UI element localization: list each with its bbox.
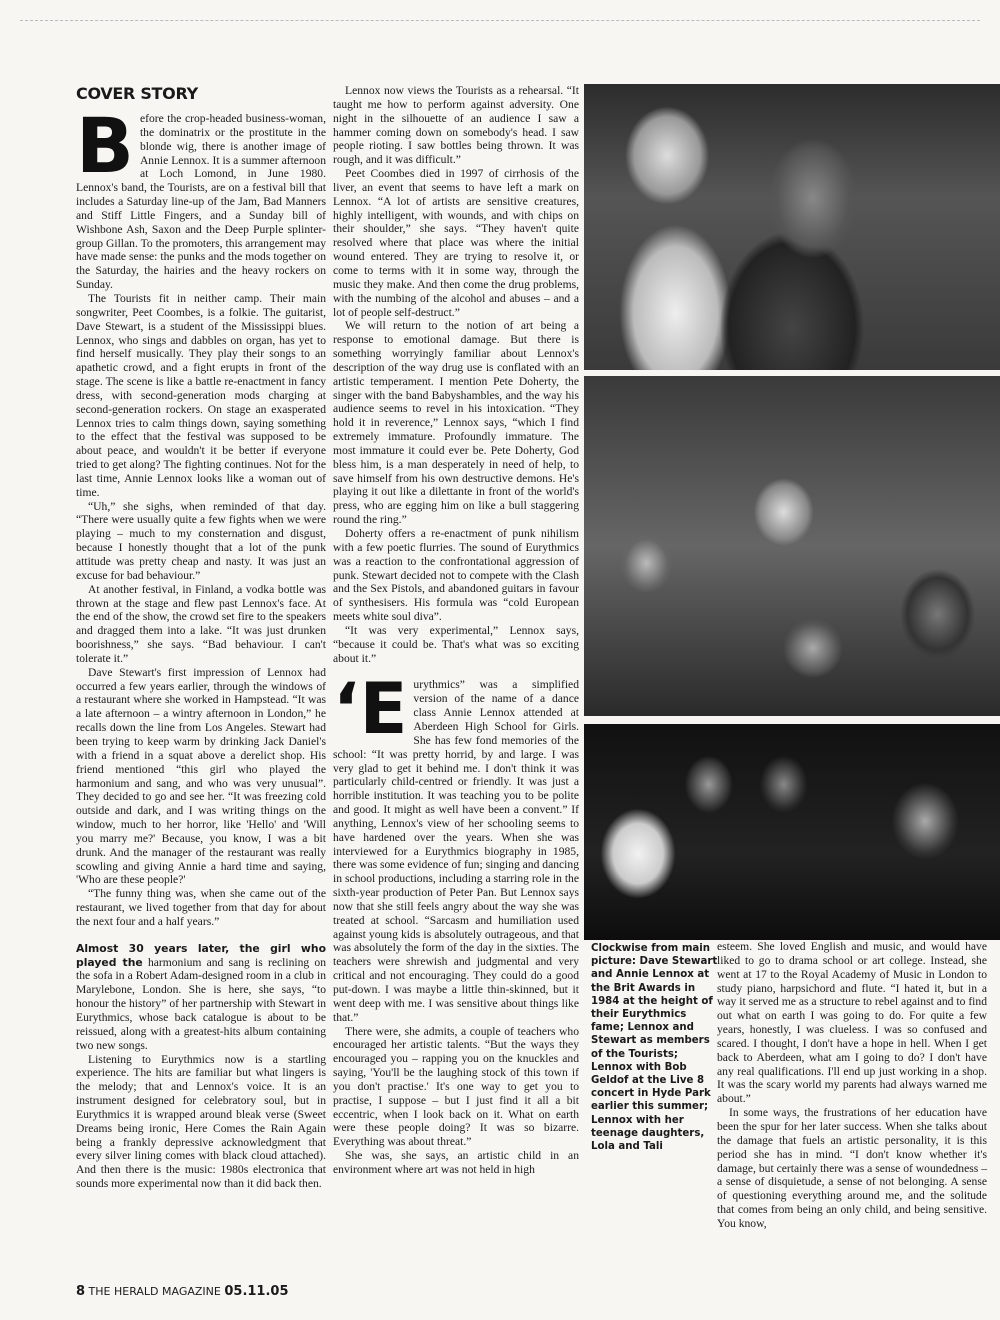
paragraph: We will return to the notion of art being a response to emotional damage. But there is something worryingly familiar about Lennox's description of the way drug use is conflated with an artistic temperament. I mention Pete Doherty, the singer with the band Babyshambles, and the way his audience seems to revel in his intoxication. “They hold it in reverence,” Lennox says, “which I find extremely immature. Profoundly immature. The most immature it could ever be. Pete Doherty, God bless him, is a man desperately in need of help, to save himself from his own destructive demons. He's playing it out like a dilettante in front of the world's press, who are egging him on like a bull staggering round the ring.” <box>333 319 579 527</box>
paragraph: Before the crop-headed business-woman, the dominatrix or the prostitute in the blonde wig, there is another image of Annie Lennox. It is a summer afternoon at Loch Lomond, in June 1980. Lennox's band, the Tourists, are on a festival bill that includes a Saturday line-up of the Jam, Bad Manners and Stiff Little Fingers, and a Sunday bill of Wishbone Ash, Saxon and the Deep Purple splinter-group Gillan. To the promoters, this arrangement may have made sense: the punks and the mods together on the Saturday, the hairies and the heavy rockers on Sunday. <box>76 101 326 292</box>
column-4 <box>717 940 987 1231</box>
paragraph: Almost 30 years later, the girl who played the harmonium and sang is reclining on the sofa in a Robert Adam-designed room in a club in Marylebone, London. She is here, she says, “to honour the history” of her partnership with Stewart in Eurythmics, whose back catalogue is about to be reissued, along with a greatest-hits album containing two new songs. <box>76 941 326 1052</box>
paragraph: In some ways, the frustrations of her education have been the spur for her later success. When she talks about the damage that fuels an artistic personality, it is this period she has in mind. “I don't know whether it's damage, but certainly there was a sense of woundedness – a sense of disquietude, a sense of not belonging. A sense of questioning everything around me, and the solitude that comes from being an only child, and being sensitive. You know, <box>717 1106 987 1230</box>
paragraph: At another festival, in Finland, a vodka bottle was thrown at the stage and flew past Lennox's face. At the end of the show, the crowd set fire to the speakers and dragged them into a lake. “It was just drunken boorishness,” she says. “Bad behaviour. I can't tolerate it.” <box>76 582 326 665</box>
paragraph: ‘Eurythmics” was a simplified version of the name of a dance class Annie Lennox attended at Aberdeen High School for Girls. She has few fond memories of the school: “It was pretty horrid, by and large. I was very glad to get it behind me. I don't think it was particularly child-centred or friendly. It was just a horrible institution. It was teaching you to be polite and good. It might as well have been a convent.” If anything, Lennox's view of her schooling seems to have hardened over the years. When she was interviewed for a Eurythmics biography in 1985, there was some evidence of fun; singing and dancing in school productions, including a starring role in the sixth-year production of Peter Pan. But Lennox says now that she still feels angry about the way she was treated at school. “Sarcasm and humiliation used against young kids is absolutely outrageous, and that was absolutely the form of the day in the sixties. The teachers were shrewish and judgmental and very critical and not encouraging. They could do a good put-down. I was maybe a little thin-skinned, but it went deep with me. I was sensitive about things like that.” <box>333 668 579 1024</box>
section-kicker: COVER STORY <box>76 84 198 103</box>
paragraph: There were, she admits, a couple of teachers who encouraged her artistic talents. “But the ways they encouraged you – rapping you on the knuckles and saying, 'You'll be the laughing stock of this town if you don't practise.' It's one way to get you to practise, I suppose – but I just find it all a bit eccentric, when I look back on it. What on earth were these people doing? It was so bizarre. Everything was about threat.” <box>333 1024 579 1149</box>
page-edge-line <box>20 20 980 21</box>
paragraph: Dave Stewart's first impression of Lennox had occurred a few years earlier, through the windows of a restaurant where she worked in Hampstead. “It was a late afternoon – a wintry afternoon in London,” he recalls down the line from Los Angeles. Stewart had been trying to keep warm by drinking Jack Daniel's with a friend in a squat above a derelict shop. His friend mentioned “this girl who played the harmonium and sang, and who was very unusual”. They decided to go and see her. “It was freezing cold outside and dark, and I was writing things on the window, much to her horror, like 'Hello' and 'Will you marry me?' Because, you know, I was a bit drunk. And the manager of the restaurant was really scowling and giving Annie a hard time and saying, 'Who are these people?' <box>76 665 326 887</box>
drop-cap: B <box>76 101 134 190</box>
issue-date: 05.11.05 <box>224 1284 289 1299</box>
photo-eurythmics-band <box>584 724 1000 940</box>
magazine-name: THE HERALD MAGAZINE <box>88 1285 221 1298</box>
paragraph: Doherty offers a re-enactment of punk nihilism with a few poetic flurries. The sound of Eurythmics was a reaction to the confrontational aggression of punk. Stewart decided not to compete with the Clash and the Sex Pistols, and abandoned guitars in favour of synthesisers. His formula was “cold European meets white soul diva”. <box>333 527 579 624</box>
column-1 <box>76 101 326 1191</box>
column-2 <box>333 84 579 1177</box>
photo-caption: Clockwise from main picture: Dave Stewart and Annie Lennox at the Brit Awards in 1984 at the height of their Eurythmics fame; Lennox and Stewart as members of the Tourists; Lennox with Bob Geldof at the Live 8 concert in Hyde Park earlier this summer; Lennox with her teenage daughters, Lola and Tali <box>591 943 718 1153</box>
paragraph: esteem. She loved English and music, and would have liked to go to drama school or art college. Instead, she went at 17 to the Royal Academy of Music in London to study piano, harpsichord and flute. “I hated it, but in a way it served me as a structure to rebel against and to find out what on earth I was going to do. For quite a few years, honestly, I was clueless. I was so confused and scared. I thought, I don't have a hope in hell. When I get back to Aberdeen, what am I going to do? I don't have any real qualifications. I'll end up just working in a shop. It was the scary world my parents had always warned me about.” <box>717 940 987 1106</box>
drop-cap: ‘E <box>333 668 408 751</box>
lead-in: Almost 30 years later, the girl who played the <box>76 941 326 969</box>
paragraph: Listening to Eurythmics now is a startling experience. The hits are familiar but what lingers is the melody; that and Lennox's voice. It is an instrument designed for celebratory soul, but in Eurythmics it is wrapped around bleak verse (Sweet Dreams being ironic, Here Comes the Rain Again being a frankly depressive acknowledgment that every silver lining comes with black cloud attached). And then there is the music: 1980s electronica that sounds more experimental now than it did back then. <box>76 1052 326 1191</box>
page-footer <box>76 1284 289 1299</box>
paragraph: The Tourists fit in neither camp. Their main songwriter, Peet Coombes, is a folkie. The guitarist, Dave Stewart, is a student of the Mississippi blues. Lennox, who sings and dabbles on organ, has yet to find herself musically. They play their songs to an apathetic crowd, and a fight erupts in front of the stage. The scene is like a battle re-enactment in fancy dress, with second-generation mods charging at second-generation rockers. On stage an exasperated Lennox tries to calm things down, saying something to the effect that the festival was supposed to be about peace, and wouldn't it be better if everyone tried to get along? The fighting continues. Not for the last time, Annie Lennox looks like a woman out of time. <box>76 291 326 499</box>
paragraph: Lennox now views the Tourists as a rehearsal. “It taught me how to perform against adversity. One night in the silhouette of an audience I saw a hammer coming down on somebody's head. I saw people rioting. I saw bottles being thrown. It was rough, and it was difficult.” <box>333 84 579 167</box>
paragraph: “The funny thing was, when she came out of the restaurant, we lived together from that day for about the next four and a half years.” <box>76 887 326 928</box>
paragraph: She was, she says, an artistic child in an environment where art was not held in high <box>333 1149 579 1176</box>
photo-live8-geldof <box>584 84 1000 370</box>
paragraph: “Uh,” she sighs, when reminded of that day. “There were usually quite a few fights when we were playing – much to my consternation and disgust, because I honestly thought that a lot of the punk attitude was pretty cheap and nasty. It was just an excuse for bad behaviour.” <box>76 499 326 582</box>
paragraph: Peet Coombes died in 1997 of cirrhosis of the liver, an event that seems to have left a mark on Lennox. “A lot of artists are sensitive creatures, highly intelligent, with wounds, and with chips on their shoulder,” she says. “They haven't quite resolved where that place was where the initial wound entered. They are trying to resolve it, or come to terms with it in some way, through the music they make. And then come the drug problems, with the numbing of the alcohol and abuses – and a lot of people self-destruct.” <box>333 167 579 319</box>
photo-tourists-crowd <box>584 376 1000 716</box>
paragraph: “It was very experimental,” Lennox says, “because it could be. That's what was so exciting about it.” <box>333 623 579 665</box>
page-number: 8 <box>76 1284 86 1299</box>
